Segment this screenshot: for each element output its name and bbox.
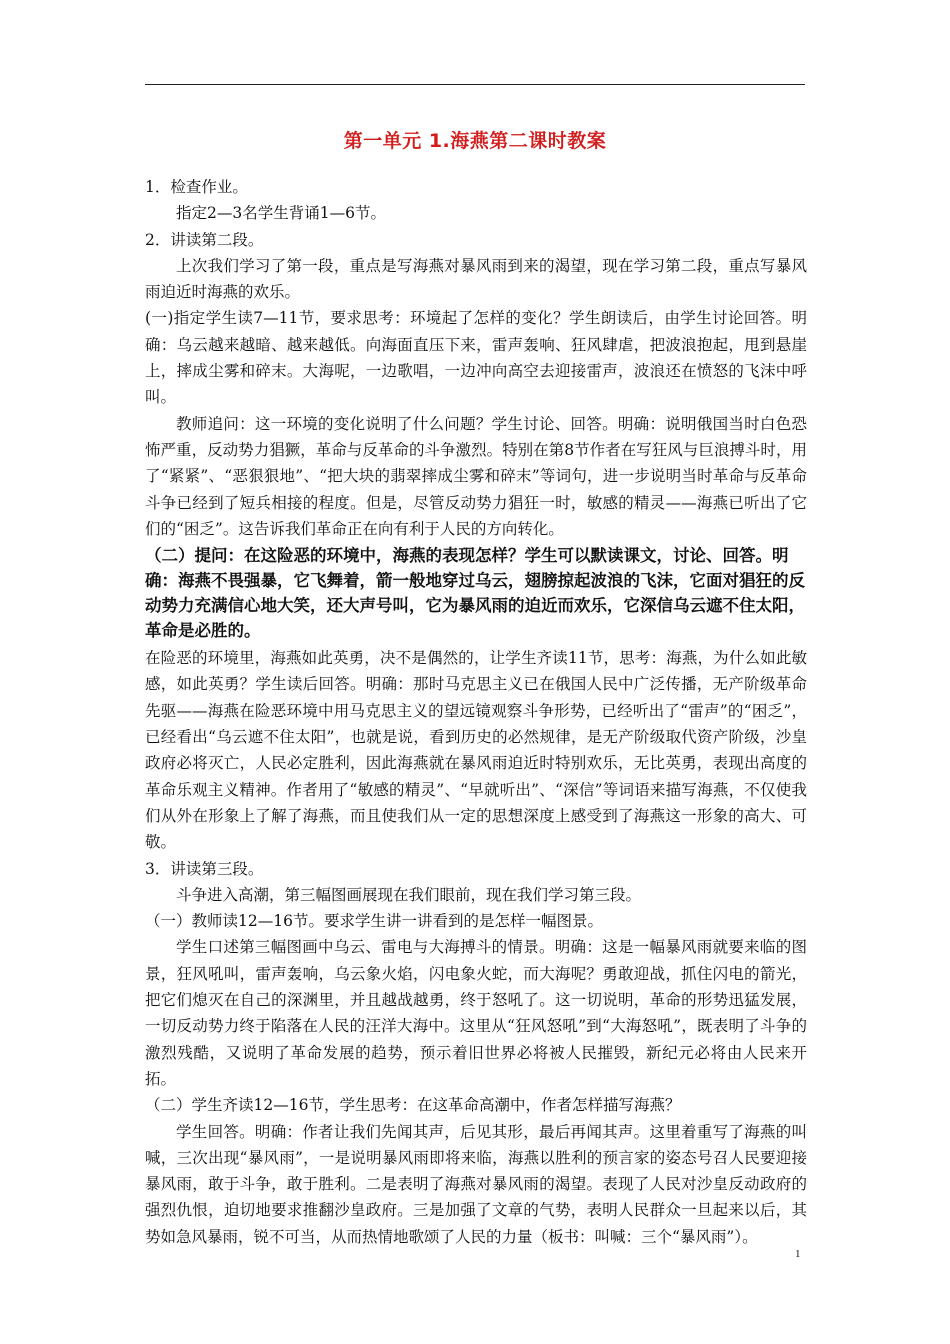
header-rule: [145, 84, 805, 85]
paragraph: (一)指定学生读7—11节，要求思考：环境起了怎样的变化？学生朗读后，由学生讨论回答。明确：乌云越来越暗、越来越低。向海面直压下来，雷声轰响、狂风肆虐，把波浪抱起，甩到悬崖上，摔成尘雾和碎末。大海呢，一边歌唱，一边冲向高空去迎接雷声，波浪还在愤怒的飞沫中呼叫。: [145, 309, 807, 407]
paragraph: 斗争进入高潮，第三幅图画展现在我们眼前，现在我们学习第三段。: [176, 885, 642, 904]
paragraph: 上次我们学习了第一段，重点是写海燕对暴风雨到来的渴望，现在学习第二段，重点写暴风雨迫近时海燕的欢乐。: [145, 256, 807, 302]
paragraph: 2．讲读第二段。: [145, 230, 264, 249]
paragraph: 在险恶的环境里，海燕如此英勇，决不是偶然的，让学生齐读11节，思考：海燕，为什么如此敏感，如此英勇？学生读后回答。明确：那时马克思主义已在俄国人民中广泛传播，无产阶级革命先驱——海燕在险恶环境中用马克思主义的望远镜观察斗争形势，已经听出了“雷声”的“困乏”，已经看出“乌云遮不住太阳”，也就是说，看到历史的必然规律，是无产阶级取代资产阶级，沙皇政府必将灭亡，人民必定胜利，因此海燕就在暴风雨迫近时特别欢乐，无比英勇，表现出高度的革命乐观主义精神。作者用了“敏感的精灵”、“早就听出”、“深信”等词语来描写海燕，不仅使我们从外在形象上了解了海燕，而且使我们从一定的思想深度上感受到了海燕这一形象的高大、可敬。: [145, 649, 807, 852]
paragraph: （二）提问：在这险恶的环境中，海燕的表现怎样？学生可以默读课文，讨论、回答。明确：海燕不畏强暴，它飞舞着，箭一般地穿过乌云，翅膀掠起波浪的飞沫，它面对猖狂的反动势力充满信心地大笑，还大声号叫，它为暴风雨的迫近而欢乐，它深信乌云遮不住太阳，革命是必胜的。: [145, 546, 805, 641]
paragraph: 学生口述第三幅图画中乌云、雷电与大海搏斗的情景。明确：这是一幅暴风雨就要来临的图景，狂风吼叫，雷声轰响，乌云象火焰，闪电象火蛇，而大海呢？勇敢迎战，抓住闪电的箭光，把它们熄灭在自己的深渊里，并且越战越勇，终于怒吼了。这一切说明，革命的形势迅猛发展，一切反动势力终于陷落在人民的汪洋大海中。这里从“狂风怒吼”到“大海怒吼”，既表明了斗争的激烈残酷，又说明了革命发展的趋势，预示着旧世界必将被人民摧毁，新纪元必将由人民来开拓。: [145, 938, 807, 1088]
paragraph: 教师追问：这一环境的变化说明了什么问题？学生讨论、回答。明确：说明俄国当时白色恐怖严重，反动势力猖獗，革命与反革命的斗争激烈。特别在第8节作者在写狂风与巨浪搏斗时，用了“紧紧”、“恶狠狠地”、“把大块的翡翠摔成尘雾和碎末”等词句，进一步说明当时革命与反革命斗争已经到了短兵相接的程度。但是，尽管反动势力猖狂一时，敏感的精灵——海燕已听出了它们的“困乏”。这告诉我们革命正在向有利于人民的方向转化。: [145, 414, 807, 538]
document-body: [145, 174, 807, 1250]
paragraph: （一）教师读12—16节。要求学生讲一讲看到的是怎样一幅图景。: [145, 912, 603, 931]
paragraph: （二）学生齐读12—16节，学生思考：在这革命高潮中，作者怎样描写海燕？: [145, 1096, 681, 1115]
paragraph: 指定2—3名学生背诵1—6节。: [176, 204, 386, 223]
paragraph: 1．检查作业。: [145, 178, 248, 196]
document-title: 第一单元 1.海燕第二课时教案: [343, 130, 607, 152]
paragraph: 学生回答。明确：作者让我们先闻其声，后见其形，最后再闻其声。这里着重写了海燕的叫喊，三次出现“暴风雨”，一是说明暴风雨即将来临，海燕以胜利的预言家的姿态号召人民要迎接暴风雨，敢于斗争，敢于胜利。二是表明了海燕对暴风雨的渴望。表现了人民对沙皇反动政府的强烈仇恨，迫切地要求推翻沙皇政府。三是加强了文章的气势，表明人民群众一旦起来以后，其势如急风暴雨，锐不可当，从而热情地歌颂了人民的力量（板书：叫喊：三个“暴风雨”）。: [145, 1122, 807, 1246]
page-number: 1: [795, 1248, 801, 1260]
paragraph: 3．讲读第三段。: [145, 859, 264, 878]
